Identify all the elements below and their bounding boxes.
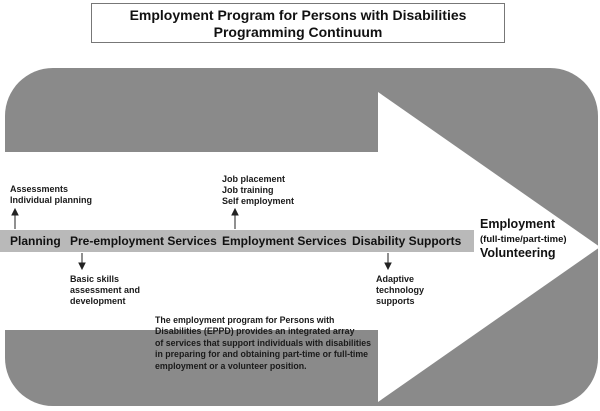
program-description: [155, 315, 371, 372]
employment-services-note: Job training: [222, 185, 274, 195]
planning-notes: [10, 184, 92, 206]
employment-services-note: Self employment: [222, 196, 295, 206]
outcome-employment-type: (full-time/part-time): [480, 234, 567, 245]
title-line-1: Employment Program for Persons with Disabilities: [129, 7, 467, 23]
title-line-2: Programming Continuum: [213, 24, 383, 40]
stage-planning: Planning: [10, 234, 61, 248]
disability-supports-note: Adaptive: [376, 274, 415, 284]
pre-employment-note: Basic skills: [70, 274, 120, 284]
description-line: of services that support individuals with disabilities: [155, 337, 372, 348]
pre-employment-note: assessment and: [70, 285, 141, 295]
disability-supports-note: technology: [376, 285, 425, 295]
description-line: in preparing for and obtaining part-time or full-time: [155, 349, 369, 360]
stage-disability-supports: Disability Supports: [352, 234, 462, 248]
description-line: Disabilities (EPPD) provides an integrated array: [155, 326, 355, 337]
disability-supports-notes: [376, 274, 424, 307]
stage-pre-employment-services: Pre-employment Services: [70, 234, 217, 248]
pre-employment-note: development: [70, 296, 126, 306]
outcome-employment: Employment: [480, 217, 556, 231]
planning-note: Individual planning: [10, 195, 92, 205]
planning-note: Assessments: [10, 184, 69, 194]
description-line: employment or a volunteer position.: [155, 360, 307, 371]
outcome-volunteering: Volunteering: [480, 246, 556, 260]
employment-services-notes: [222, 174, 294, 207]
employment-services-note: Job placement: [222, 174, 286, 184]
description-line: The employment program for Persons with: [155, 315, 335, 325]
pre-employment-notes: [70, 274, 140, 307]
stage-employment-services: Employment Services: [222, 234, 347, 248]
disability-supports-note: supports: [376, 296, 415, 306]
